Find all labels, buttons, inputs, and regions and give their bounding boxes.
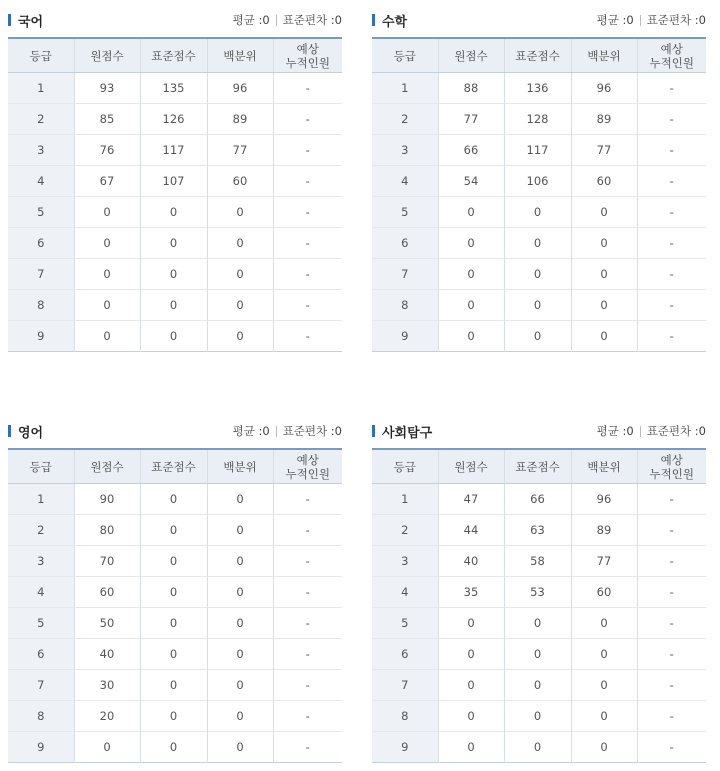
cell-grade: 4 <box>372 577 438 608</box>
panel-title-wrap <box>372 422 432 441</box>
panel-stats <box>597 12 706 28</box>
cell-raw-score: 0 <box>438 290 504 321</box>
header-raw-score: 원점수 <box>438 449 504 484</box>
cell-grade: 5 <box>8 608 74 639</box>
panel-header <box>372 419 706 443</box>
cell-expected-cumulative: - <box>637 701 706 732</box>
cell-grade: 7 <box>8 259 74 290</box>
table-row <box>8 73 342 104</box>
cell-standard-score: 0 <box>504 732 571 763</box>
cell-grade: 8 <box>8 290 74 321</box>
title-bar-marker <box>372 14 375 26</box>
cell-grade: 4 <box>8 577 74 608</box>
cell-expected-cumulative: - <box>273 228 342 259</box>
cell-raw-score: 0 <box>438 228 504 259</box>
score-panel-english <box>8 419 342 763</box>
cell-raw-score: 0 <box>438 259 504 290</box>
cell-percentile: 0 <box>207 228 273 259</box>
header-expected-cumulative: 예상 누적인원 <box>273 449 342 484</box>
cell-raw-score: 20 <box>74 701 140 732</box>
score-table <box>8 448 342 763</box>
panel-title: 영어 <box>18 425 44 441</box>
cell-expected-cumulative: - <box>637 166 706 197</box>
table-header-row <box>372 449 706 484</box>
title-bar-marker <box>8 425 11 437</box>
cell-percentile: 0 <box>207 701 273 732</box>
cell-standard-score: 0 <box>140 701 207 732</box>
cell-standard-score: 0 <box>140 197 207 228</box>
score-panel-social-studies <box>372 419 706 763</box>
cell-raw-score: 80 <box>74 515 140 546</box>
cell-expected-cumulative: - <box>637 197 706 228</box>
avg-label: 평균 : <box>232 13 263 27</box>
cell-standard-score: 0 <box>140 228 207 259</box>
cell-raw-score: 90 <box>74 484 140 515</box>
cell-percentile: 60 <box>207 166 273 197</box>
cell-standard-score: 126 <box>140 104 207 135</box>
cell-percentile: 0 <box>571 259 637 290</box>
cell-standard-score: 0 <box>504 290 571 321</box>
cell-raw-score: 60 <box>74 577 140 608</box>
table-row <box>372 732 706 763</box>
cell-grade: 3 <box>372 546 438 577</box>
cell-raw-score: 0 <box>438 732 504 763</box>
panel-stats <box>597 423 706 439</box>
cell-grade: 1 <box>372 484 438 515</box>
cell-percentile: 96 <box>207 73 273 104</box>
cell-percentile: 0 <box>207 732 273 763</box>
table-row <box>372 608 706 639</box>
panel-header <box>8 8 342 32</box>
cell-raw-score: 70 <box>74 546 140 577</box>
panel-title-wrap <box>8 422 43 441</box>
score-panel-math <box>372 8 706 352</box>
table-row <box>372 670 706 701</box>
cell-standard-score: 53 <box>504 577 571 608</box>
cell-percentile: 0 <box>207 515 273 546</box>
cell-expected-cumulative: - <box>273 135 342 166</box>
cell-grade: 6 <box>372 639 438 670</box>
avg-label: 평균 : <box>596 13 627 27</box>
cell-grade: 5 <box>372 197 438 228</box>
cell-expected-cumulative: - <box>637 259 706 290</box>
cell-grade: 6 <box>8 639 74 670</box>
cell-expected-cumulative: - <box>637 732 706 763</box>
cell-raw-score: 40 <box>438 546 504 577</box>
cell-expected-cumulative: - <box>273 73 342 104</box>
header-raw-score: 원점수 <box>74 38 140 73</box>
table-row <box>8 670 342 701</box>
cell-raw-score: 0 <box>74 321 140 352</box>
header-expected-cumulative: 예상 누적인원 <box>637 449 706 484</box>
cell-percentile: 0 <box>571 670 637 701</box>
table-row <box>372 639 706 670</box>
cell-grade: 9 <box>8 321 74 352</box>
cell-standard-score: 0 <box>504 670 571 701</box>
cell-expected-cumulative: - <box>637 515 706 546</box>
avg-value: 0 <box>626 424 634 438</box>
cell-raw-score: 0 <box>74 197 140 228</box>
panel-stats <box>233 423 342 439</box>
stats-divider <box>276 15 277 26</box>
cell-standard-score: 0 <box>504 321 571 352</box>
cell-standard-score: 0 <box>504 197 571 228</box>
cell-grade: 1 <box>372 73 438 104</box>
cell-expected-cumulative: - <box>273 104 342 135</box>
cell-grade: 2 <box>8 515 74 546</box>
cell-raw-score: 50 <box>74 608 140 639</box>
table-header-row <box>8 38 342 73</box>
cell-expected-cumulative: - <box>637 484 706 515</box>
table-row <box>372 166 706 197</box>
cell-grade: 7 <box>372 259 438 290</box>
cell-raw-score: 0 <box>438 321 504 352</box>
header-percentile: 백분위 <box>571 38 637 73</box>
cell-raw-score: 0 <box>438 639 504 670</box>
table-row <box>372 73 706 104</box>
cell-standard-score: 0 <box>140 484 207 515</box>
table-row <box>8 228 342 259</box>
cell-standard-score: 63 <box>504 515 571 546</box>
cell-expected-cumulative: - <box>637 73 706 104</box>
cell-percentile: 89 <box>571 104 637 135</box>
cell-expected-cumulative: - <box>637 104 706 135</box>
cell-standard-score: 135 <box>140 73 207 104</box>
cell-standard-score: 0 <box>140 290 207 321</box>
cell-expected-cumulative: - <box>273 577 342 608</box>
cell-grade: 2 <box>372 515 438 546</box>
cell-raw-score: 66 <box>438 135 504 166</box>
cell-raw-score: 0 <box>74 732 140 763</box>
cell-percentile: 96 <box>571 484 637 515</box>
table-row <box>8 197 342 228</box>
cell-grade: 3 <box>8 135 74 166</box>
cell-raw-score: 0 <box>438 670 504 701</box>
cell-grade: 9 <box>372 732 438 763</box>
cell-percentile: 0 <box>207 546 273 577</box>
table-row <box>372 104 706 135</box>
cell-grade: 9 <box>8 732 74 763</box>
score-table <box>372 448 706 763</box>
avg-value: 0 <box>626 13 634 27</box>
cell-expected-cumulative: - <box>273 259 342 290</box>
cell-standard-score: 107 <box>140 166 207 197</box>
cell-grade: 8 <box>8 701 74 732</box>
avg-value: 0 <box>262 424 270 438</box>
table-row <box>372 321 706 352</box>
cell-expected-cumulative: - <box>273 608 342 639</box>
cell-expected-cumulative: - <box>637 321 706 352</box>
cell-percentile: 60 <box>571 577 637 608</box>
table-row <box>372 484 706 515</box>
cell-grade: 8 <box>372 290 438 321</box>
sd-value: 0 <box>334 13 342 27</box>
cell-percentile: 89 <box>207 104 273 135</box>
cell-raw-score: 35 <box>438 577 504 608</box>
cell-grade: 6 <box>372 228 438 259</box>
title-bar-marker <box>8 14 11 26</box>
table-row <box>8 701 342 732</box>
sd-label: 표준편차 : <box>646 13 699 27</box>
table-row <box>8 290 342 321</box>
cell-standard-score: 117 <box>140 135 207 166</box>
cell-raw-score: 0 <box>74 290 140 321</box>
title-bar-marker <box>372 425 375 437</box>
cell-grade: 2 <box>8 104 74 135</box>
cell-expected-cumulative: - <box>273 321 342 352</box>
cell-raw-score: 40 <box>74 639 140 670</box>
panel-title-wrap <box>8 11 43 30</box>
table-row <box>8 135 342 166</box>
cell-standard-score: 0 <box>140 670 207 701</box>
cell-standard-score: 0 <box>140 608 207 639</box>
table-row <box>372 135 706 166</box>
sd-value: 0 <box>334 424 342 438</box>
table-row <box>8 259 342 290</box>
cell-standard-score: 128 <box>504 104 571 135</box>
sd-value: 0 <box>698 424 706 438</box>
cell-raw-score: 44 <box>438 515 504 546</box>
table-row <box>372 228 706 259</box>
cell-expected-cumulative: - <box>273 290 342 321</box>
cell-standard-score: 0 <box>140 546 207 577</box>
cell-standard-score: 0 <box>140 577 207 608</box>
header-grade: 등급 <box>372 38 438 73</box>
cell-raw-score: 0 <box>438 197 504 228</box>
sd-label: 표준편차 : <box>282 13 335 27</box>
cell-grade: 8 <box>372 701 438 732</box>
panel-stats <box>233 12 342 28</box>
table-row <box>8 484 342 515</box>
cell-grade: 5 <box>372 608 438 639</box>
header-grade: 등급 <box>372 449 438 484</box>
score-panel-korean <box>8 8 342 352</box>
cell-standard-score: 0 <box>140 321 207 352</box>
table-row <box>372 290 706 321</box>
cell-grade: 2 <box>372 104 438 135</box>
cell-percentile: 77 <box>571 135 637 166</box>
cell-expected-cumulative: - <box>273 166 342 197</box>
table-row <box>8 166 342 197</box>
table-body <box>372 484 706 763</box>
cell-raw-score: 76 <box>74 135 140 166</box>
cell-expected-cumulative: - <box>637 135 706 166</box>
header-percentile: 백분위 <box>207 38 273 73</box>
table-header-row <box>8 449 342 484</box>
cell-standard-score: 0 <box>140 259 207 290</box>
cell-percentile: 0 <box>207 639 273 670</box>
cell-expected-cumulative: - <box>273 546 342 577</box>
cell-raw-score: 77 <box>438 104 504 135</box>
cell-grade: 1 <box>8 484 74 515</box>
cell-expected-cumulative: - <box>273 515 342 546</box>
header-standard-score: 표준점수 <box>140 38 207 73</box>
table-row <box>8 639 342 670</box>
cell-grade: 7 <box>372 670 438 701</box>
table-row <box>372 515 706 546</box>
cell-percentile: 0 <box>571 608 637 639</box>
cell-percentile: 0 <box>571 732 637 763</box>
cell-grade: 9 <box>372 321 438 352</box>
cell-percentile: 0 <box>207 197 273 228</box>
table-row <box>8 732 342 763</box>
cell-percentile: 77 <box>207 135 273 166</box>
cell-raw-score: 0 <box>74 228 140 259</box>
cell-percentile: 0 <box>207 290 273 321</box>
cell-grade: 1 <box>8 73 74 104</box>
cell-percentile: 0 <box>571 639 637 670</box>
table-row <box>372 701 706 732</box>
cell-expected-cumulative: - <box>637 228 706 259</box>
avg-value: 0 <box>262 13 270 27</box>
cell-grade: 3 <box>8 546 74 577</box>
table-row <box>8 104 342 135</box>
table-row <box>372 546 706 577</box>
table-row <box>8 321 342 352</box>
cell-expected-cumulative: - <box>637 608 706 639</box>
cell-raw-score: 0 <box>438 701 504 732</box>
cell-percentile: 0 <box>571 290 637 321</box>
table-row <box>372 577 706 608</box>
cell-percentile: 0 <box>207 259 273 290</box>
cell-standard-score: 0 <box>504 701 571 732</box>
cell-standard-score: 58 <box>504 546 571 577</box>
cell-raw-score: 54 <box>438 166 504 197</box>
cell-standard-score: 0 <box>504 639 571 670</box>
header-expected-cumulative: 예상 누적인원 <box>637 38 706 73</box>
cell-raw-score: 0 <box>438 608 504 639</box>
cell-percentile: 0 <box>571 321 637 352</box>
cell-raw-score: 93 <box>74 73 140 104</box>
cell-percentile: 89 <box>571 515 637 546</box>
cell-grade: 3 <box>372 135 438 166</box>
cell-standard-score: 0 <box>140 732 207 763</box>
cell-standard-score: 0 <box>504 608 571 639</box>
panel-title: 국어 <box>18 14 44 30</box>
sd-value: 0 <box>698 13 706 27</box>
cell-percentile: 60 <box>571 166 637 197</box>
cell-percentile: 96 <box>571 73 637 104</box>
table-row <box>8 515 342 546</box>
cell-expected-cumulative: - <box>273 670 342 701</box>
cell-standard-score: 0 <box>504 259 571 290</box>
cell-standard-score: 0 <box>504 228 571 259</box>
cell-percentile: 77 <box>571 546 637 577</box>
header-expected-cumulative: 예상 누적인원 <box>273 38 342 73</box>
cell-expected-cumulative: - <box>273 732 342 763</box>
header-standard-score: 표준점수 <box>140 449 207 484</box>
sd-label: 표준편차 : <box>282 424 335 438</box>
header-grade: 등급 <box>8 38 74 73</box>
cell-percentile: 0 <box>571 228 637 259</box>
header-percentile: 백분위 <box>571 449 637 484</box>
cell-standard-score: 106 <box>504 166 571 197</box>
cell-percentile: 0 <box>207 321 273 352</box>
header-standard-score: 표준점수 <box>504 449 571 484</box>
stats-divider <box>640 426 641 437</box>
table-body <box>372 73 706 352</box>
cell-grade: 6 <box>8 228 74 259</box>
header-raw-score: 원점수 <box>74 449 140 484</box>
cell-expected-cumulative: - <box>637 546 706 577</box>
cell-standard-score: 0 <box>140 515 207 546</box>
cell-percentile: 0 <box>207 670 273 701</box>
cell-percentile: 0 <box>207 577 273 608</box>
header-grade: 등급 <box>8 449 74 484</box>
cell-grade: 5 <box>8 197 74 228</box>
score-table <box>372 37 706 352</box>
cell-raw-score: 47 <box>438 484 504 515</box>
cell-expected-cumulative: - <box>637 577 706 608</box>
cell-raw-score: 0 <box>74 259 140 290</box>
table-header-row <box>372 38 706 73</box>
cell-expected-cumulative: - <box>273 197 342 228</box>
score-table <box>8 37 342 352</box>
cell-percentile: 0 <box>207 608 273 639</box>
sd-label: 표준편차 : <box>646 424 699 438</box>
cell-standard-score: 117 <box>504 135 571 166</box>
table-row <box>8 608 342 639</box>
cell-grade: 7 <box>8 670 74 701</box>
panel-header <box>8 419 342 443</box>
stats-divider <box>640 15 641 26</box>
panel-title: 수학 <box>382 14 408 30</box>
table-body <box>8 484 342 763</box>
table-row <box>8 546 342 577</box>
panel-title: 사회탐구 <box>382 425 433 441</box>
cell-raw-score: 30 <box>74 670 140 701</box>
table-body <box>8 73 342 352</box>
header-raw-score: 원점수 <box>438 38 504 73</box>
table-row <box>8 577 342 608</box>
stats-divider <box>276 426 277 437</box>
cell-expected-cumulative: - <box>637 290 706 321</box>
cell-grade: 4 <box>372 166 438 197</box>
cell-percentile: 0 <box>571 701 637 732</box>
cell-raw-score: 67 <box>74 166 140 197</box>
cell-percentile: 0 <box>207 484 273 515</box>
header-standard-score: 표준점수 <box>504 38 571 73</box>
cell-grade: 4 <box>8 166 74 197</box>
cell-standard-score: 66 <box>504 484 571 515</box>
cell-expected-cumulative: - <box>637 670 706 701</box>
avg-label: 평균 : <box>596 424 627 438</box>
cell-raw-score: 88 <box>438 73 504 104</box>
panel-header <box>372 8 706 32</box>
cell-percentile: 0 <box>571 197 637 228</box>
table-row <box>372 197 706 228</box>
table-row <box>372 259 706 290</box>
cell-expected-cumulative: - <box>273 484 342 515</box>
panel-title-wrap <box>372 11 407 30</box>
cell-expected-cumulative: - <box>637 639 706 670</box>
cell-standard-score: 0 <box>140 639 207 670</box>
cell-expected-cumulative: - <box>273 701 342 732</box>
cell-raw-score: 85 <box>74 104 140 135</box>
header-percentile: 백분위 <box>207 449 273 484</box>
cell-expected-cumulative: - <box>273 639 342 670</box>
cell-standard-score: 136 <box>504 73 571 104</box>
avg-label: 평균 : <box>232 424 263 438</box>
